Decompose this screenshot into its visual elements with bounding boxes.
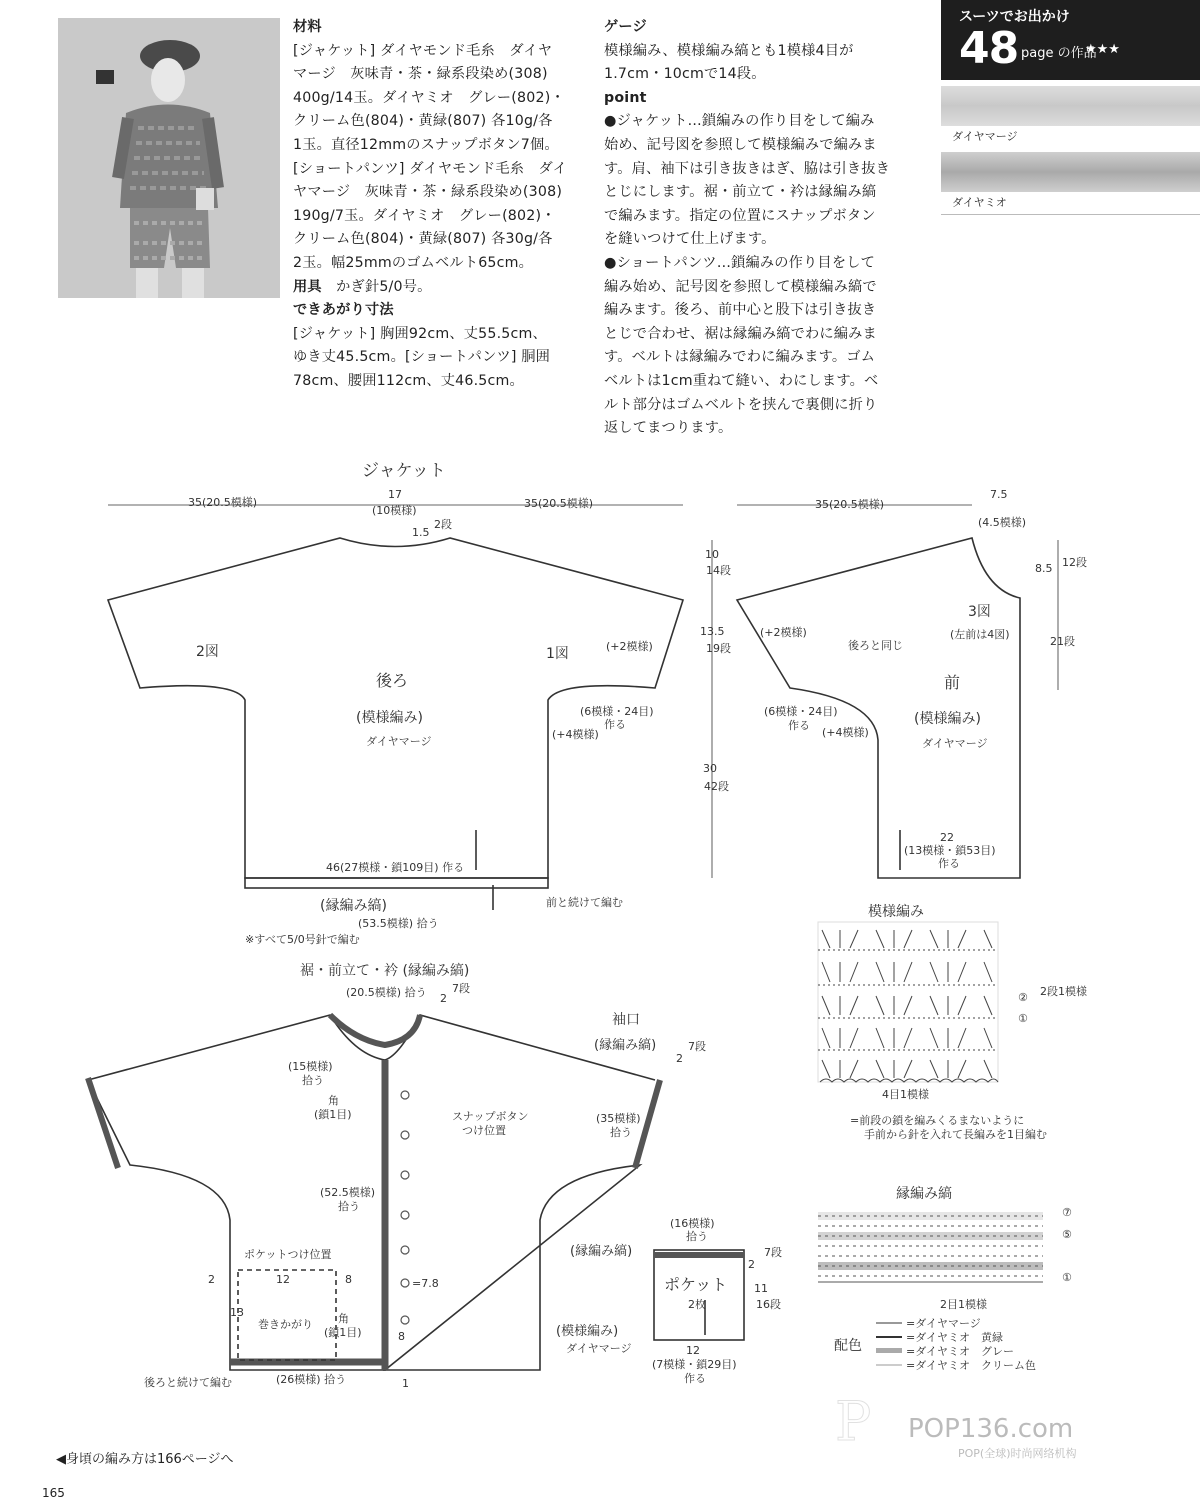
point-line: ●ジャケット…鎖編みの作り目をして編み: [604, 113, 875, 130]
dim-label: 2段: [434, 518, 452, 531]
dim-label: 7段: [688, 1040, 706, 1053]
gauge-heading: ゲージ: [604, 19, 647, 35]
dim-label: ポケットつけ位置: [244, 1248, 332, 1261]
chart-title: 模様編み: [868, 904, 924, 920]
dim-label: (鎖1目): [324, 1326, 362, 1339]
dim-label: 22: [940, 831, 954, 844]
dim-label: (+4模様): [822, 726, 869, 739]
size-line: 78cm、腰囲112cm、丈46.5cm。: [293, 372, 524, 389]
dim-label: 12段: [1062, 556, 1087, 569]
dim-label: 46(27模様・鎖109目) 作る: [326, 861, 465, 874]
dim-label: 拾う: [686, 1230, 708, 1243]
hem-right-outline: [385, 1015, 655, 1370]
materials-line: 190g/7玉。ダイヤミオ グレー(802)・: [293, 207, 556, 224]
point-line: とじで合わせ、裾は縁編み縞でわに編みま: [604, 325, 877, 342]
svg-text:P: P: [835, 1390, 872, 1453]
color-item: =ダイヤミオ クリーム色: [906, 1359, 1036, 1372]
materials-line: クリーム色(804)・黄緑(807) 各30g/各: [293, 231, 553, 248]
dim-label: (4.5模様): [978, 516, 1027, 529]
point-line: す。肩、袖下は引き抜きはぎ、脇は引き抜き: [604, 160, 891, 177]
dim-label: (16模様): [670, 1217, 715, 1230]
dim-label: 8.5: [1035, 562, 1053, 575]
dim-label: 17: [388, 488, 402, 501]
dim-label: 作る: [684, 1372, 706, 1385]
chart-label: ⑤: [1062, 1228, 1072, 1241]
materials-line: 400g/14玉。ダイヤミオ グレー(802)・: [293, 89, 565, 106]
dim-label: 角: [328, 1094, 339, 1107]
dim-label: 7段: [452, 982, 470, 995]
point-heading: point: [604, 89, 647, 106]
dim-label: 拾う: [610, 1126, 632, 1139]
badge-suffix: page の作品: [1021, 46, 1097, 61]
size-line: ゆき丈45.5cm。[ショートパンツ] 胴囲: [293, 349, 551, 366]
point-line: ルト部分はゴムベルトを挟んで裏側に折り: [604, 396, 878, 413]
dim-label: 8: [345, 1273, 352, 1286]
gauge-line: 1.7cm・10cmで14段。: [604, 66, 766, 83]
dim-label: (10模様): [372, 504, 417, 517]
color-legend-lines: [876, 1323, 902, 1365]
stitch-label: (縁編み縞): [594, 1038, 657, 1053]
point-line: 編みます。後ろ、前中心と股下は引き抜き: [604, 302, 877, 319]
dim-label: 作る: [938, 857, 960, 870]
dim-label: (+2模様): [606, 640, 653, 653]
materials-line: ヤマージ 灰味青・茶・緑系段染め(308): [293, 184, 563, 201]
gauge-line: 模様編み、模様編み縞とも1模様4目が: [604, 42, 854, 59]
point-line: 始め、記号図を参照して模様編みで編みま: [604, 136, 877, 153]
piece-label: 1図: [546, 646, 569, 662]
chart-label: ⑦: [1062, 1206, 1072, 1219]
dim-label: 拾う: [302, 1074, 324, 1087]
piece-name: 前: [944, 673, 961, 692]
materials-line: クリーム色(804)・黄緑(807) 各10g/各: [293, 113, 553, 130]
dim-label: (52.5模様): [320, 1186, 376, 1199]
dim-label: 13: [230, 1306, 244, 1319]
dim-label: 35(20.5模様): [188, 496, 258, 509]
hem-title: 裾・前立て・衿 (縁編み縞): [300, 963, 470, 979]
dim-label: 30: [703, 762, 717, 775]
dim-label: (35模様): [596, 1112, 641, 1125]
point-line: す。ベルトは縁編みでわに編みます。ゴム: [604, 349, 876, 366]
stitch-label: (模様編み): [556, 1324, 619, 1339]
dim-label: 1: [402, 1377, 409, 1390]
tools-heading: 用具: [293, 278, 322, 295]
dim-label: 19段: [706, 642, 731, 655]
dim-label: 2: [208, 1273, 215, 1286]
piece-label: 3図: [968, 604, 991, 620]
stitch-label: (模様編み): [914, 711, 981, 727]
dim-label: (+2模様): [760, 626, 807, 639]
point-line: 返してまつります。: [604, 420, 733, 437]
dim-label: 2: [440, 992, 447, 1005]
pocket-outline: [654, 1250, 744, 1340]
color-item: =ダイヤミオ グレー: [906, 1345, 1014, 1358]
dim-label: (26模様) 拾う: [276, 1373, 347, 1386]
dim-label: 後ろと続けて編む: [144, 1376, 232, 1389]
yarn-label: ダイヤマージ: [922, 737, 988, 750]
dim-label: 10: [705, 548, 719, 561]
cuff-title: 袖口: [612, 1012, 640, 1028]
chart-note: =前段の鎖を編みくるまないように: [850, 1114, 1025, 1127]
chart-label: 4目1模様: [882, 1088, 929, 1101]
yarn-swatch-label: ダイヤマージ: [952, 130, 1018, 143]
chart-note: 手前から針を入れて長編みを1目編む: [864, 1128, 1047, 1141]
dim-label: (7模様・鎖29目): [652, 1358, 737, 1371]
yarn-label: ダイヤマージ: [566, 1342, 632, 1355]
dim-label: (鎖1目): [314, 1108, 352, 1121]
dim-label: 42段: [704, 780, 729, 793]
point-line: ベルトは1cm重ねて縫い、わにします。ベ: [604, 372, 879, 389]
chart-edge-stripe: [818, 1212, 1043, 1282]
dim-label: 後ろと同じ: [848, 639, 903, 652]
dim-label: 13.5: [700, 625, 725, 638]
badge-title: スーツでお出かけ: [959, 9, 1070, 25]
point-line: とじにします。裾・前立て・衿は縁編み縞: [604, 184, 877, 201]
tools-text: かぎ針5/0号。: [336, 278, 432, 295]
dim-label: 21段: [1050, 635, 1075, 648]
materials-line: 1玉。直径12mmのスナップボタン7個。: [293, 136, 559, 153]
point-line: で編みます。指定の位置にスナップボタン: [604, 207, 876, 224]
materials-line: [ジャケット] ダイヤモンド毛糸 ダイヤ: [293, 42, 553, 59]
dim-label: 前と続けて編む: [546, 896, 623, 909]
materials-line: マージ 灰味青・茶・緑系段染め(308): [293, 66, 548, 83]
chart-label: ②: [1018, 991, 1028, 1004]
chart-pattern-stitch: [818, 922, 998, 1082]
dim-label: 作る: [604, 718, 626, 731]
dim-label: (+4模様): [552, 728, 599, 741]
dim-label: 8: [398, 1330, 405, 1343]
back-hem-band: [245, 878, 548, 888]
stitch-label: (縁編み縞): [570, 1244, 633, 1259]
dim-label: 16段: [756, 1298, 781, 1311]
snap-buttons: [401, 1091, 409, 1324]
badge-stars: ★★★: [1085, 42, 1120, 57]
point-line: を縫いつけて仕上げます。: [604, 231, 776, 248]
note: ※すべて5/0号針で編む: [245, 933, 360, 946]
page-number: 165: [42, 1486, 65, 1500]
dim-label: 巻きかがり: [258, 1318, 313, 1331]
color-title: 配色: [834, 1338, 862, 1354]
dim-label: 2: [748, 1258, 755, 1271]
dim-label: (6模様・24目): [580, 705, 654, 718]
dim-label: 2枚: [688, 1298, 706, 1311]
dim-label: =7.8: [412, 1277, 439, 1290]
dim-label: 1.5: [412, 526, 430, 539]
materials-heading: 材料: [293, 19, 322, 35]
pocket-name: ポケット: [664, 1275, 728, 1294]
dim-label: 角: [338, 1312, 349, 1325]
chart-label: 2目1模様: [940, 1298, 987, 1311]
badge-number: 48: [959, 23, 1019, 74]
yarn-label: ダイヤマージ: [366, 735, 432, 748]
point-line: 編み始め、記号図を参照して模様編み縞で: [604, 278, 877, 295]
dim-label: 12: [276, 1273, 290, 1286]
dim-label: 7段: [764, 1246, 782, 1259]
color-item: =ダイヤミオ 黄緑: [906, 1331, 1003, 1344]
dim-label: (53.5模様) 拾う: [358, 917, 439, 930]
dim-label: スナップボタン: [452, 1110, 529, 1123]
piece-name: 後ろ: [376, 671, 409, 690]
watermark-text: POP136.com: [908, 1414, 1074, 1444]
dim-label: 35(20.5模様): [815, 498, 885, 511]
collar-band: [330, 1015, 420, 1045]
stitch-label: (模様編み): [356, 710, 423, 726]
color-item: =ダイヤマージ: [906, 1317, 981, 1330]
dim-label: 11: [754, 1282, 768, 1295]
dim-label: つけ位置: [462, 1124, 506, 1137]
dim-label: (左前は4図): [950, 628, 1010, 641]
chart-label: ①: [1018, 1012, 1028, 1025]
dim-label: (6模様・24目): [764, 705, 838, 718]
size-heading: できあがり寸法: [293, 302, 394, 319]
dim-label: 2: [676, 1052, 683, 1065]
point-line: ●ショートパンツ…鎖編みの作り目をして: [604, 254, 875, 271]
watermark-logo: [835, 1390, 871, 1453]
dim-label: 12: [686, 1344, 700, 1357]
stitch-label: (縁編み縞): [320, 898, 387, 914]
watermark-sub: POP(全球)时尚网络机构: [958, 1447, 1077, 1460]
dim-label: (20.5模様) 拾う: [346, 986, 427, 999]
cuff-band-left: [88, 1078, 118, 1168]
jacket-title: ジャケット: [362, 461, 446, 481]
dim-label: (13模様・鎖53目): [904, 844, 996, 857]
chart-label: ①: [1062, 1271, 1072, 1284]
piece-label: 2図: [196, 644, 219, 660]
dim-label: (15模様): [288, 1060, 333, 1073]
materials-line: [ショートパンツ] ダイヤモンド毛糸 ダイ: [293, 160, 568, 177]
dim-label: 14段: [706, 564, 731, 577]
yarn-swatch-label: ダイヤミオ: [952, 196, 1007, 209]
size-line: [ジャケット] 胸囲92cm、丈55.5cm、: [293, 325, 547, 342]
dim-label: 35(20.5模様): [524, 497, 594, 510]
dim-label: 作る: [788, 719, 810, 732]
page-reference: ◀身頃の編み方は166ページへ: [56, 1452, 234, 1467]
chart-title: 縁編み縞: [896, 1186, 952, 1202]
chart-label: 2段1模様: [1040, 985, 1087, 998]
materials-line: 2玉。幅25mmのゴムベルト65cm。: [293, 254, 534, 271]
dim-label: 拾う: [338, 1200, 360, 1213]
dim-label: 7.5: [990, 488, 1008, 501]
